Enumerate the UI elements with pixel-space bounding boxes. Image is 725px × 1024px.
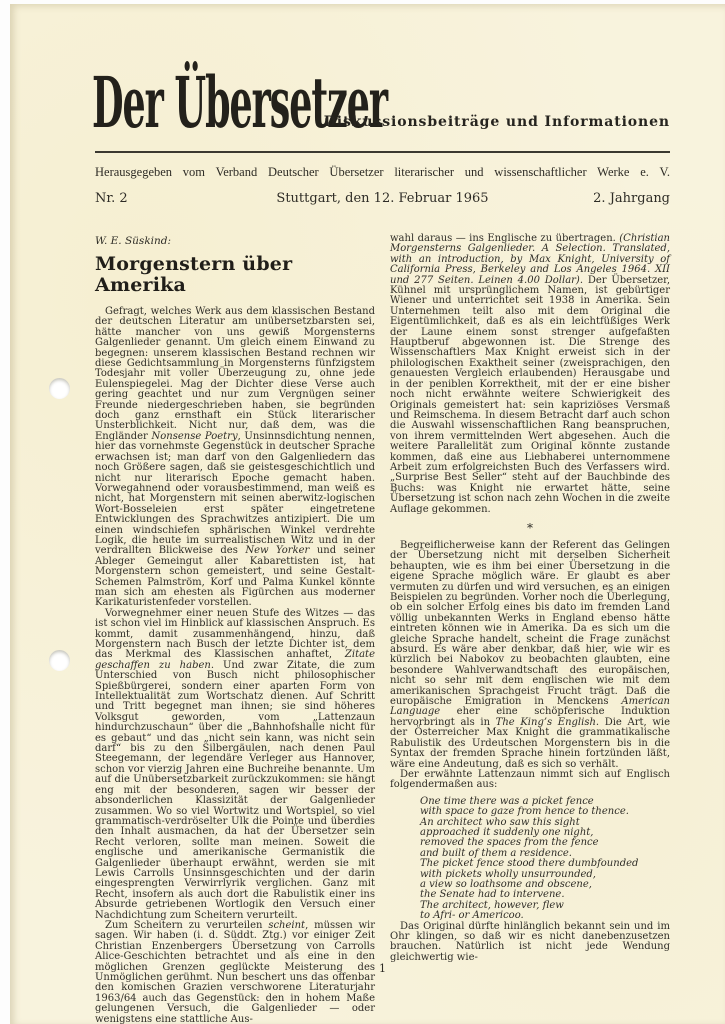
poem-line: approached it suddenly one night, — [420, 826, 594, 838]
punch-hole-top — [49, 378, 70, 399]
article-title: Morgenstern über Amerika — [95, 253, 293, 296]
poem-line: The picket fence stood there dumbfounded — [420, 858, 639, 870]
issue-place-date: Stuttgart, den 12. Februar 1965 — [276, 191, 489, 206]
left-column — [95, 234, 375, 1024]
poem-line: with space to gaze from hence to thence. — [420, 806, 629, 818]
poem-line: the Senate had to intervene. — [420, 889, 565, 901]
paragraph: Begreiflicherweise kann der Referent das Gelingen der Übersetzung nicht mit derselben Sicherheit behaupten, wie es ihm bei einer Übersetzung in die eigene Sprache möglich wäre. Er glaubt es aber vermuten zu dürfen und wird versuchen, es an einigen Beispielen zu begründen. Vorher noch die Überlegung, ob ein solcher Erfolg eines bis dato im fremden Land völlig unbekannten Werks in England ebenso hätte eintreten können wie in Amerika. Da es sich um die gleiche Sprache handelt, scheint die Frage zunächst absurd. Es wäre aber denkbar, daß hier, wie wir es kürzlich bei Nabokov zu beobachten glaubten, eine besondere Wahlverwandtschaft des europäischen, nicht so sehr mit dem englischen wie mit dem amerikanischen Sprachgeist Frucht trägt. Daß die europäische Emigration in Menckens American Language eher eine schöpferische Induktion hervorbringt als in The King’s English. Die Art, wie der Österreicher Max Knight die grammatikalische Rabulistik des Urdeutschen Morgenstern bis in die Syntax der fremden Sprache hinein fortzünden läßt, wäre eine Andeutung, daß es sich so verhält. — [390, 539, 670, 770]
paragraph: Gefragt, welches Werk aus dem klassischen Bestand der deutschen Literatur am unübersetzbarsten sei, hätte mancher von uns gewiß Morgensterns Galgenlieder genannt. Um gleich einem Einwand zu begegnen: unserem klassischen Bestand rechnen wir diese Gedichtsammlung in Morgensterns fünfzigstem Todesjahr mit voller Überzeugung zu, ohne jede Eulenspiegelei. Mag der Dichter diese Verse auch gering geachtet und nur zum Vergnügen seiner Freunde niedergeschrieben haben, sie begründen doch ganz ernsthaft ein Stück literarischer Unsterblichkeit. Nicht nur, daß dem, was die Engländer Nonsense Poetry, Unsinnsdichtung nennen, hier das vornehmste Gegenstück in deutscher Sprache erwachsen ist; man darf von den Galgenliedern das noch Größere sagen, daß sie geistesgeschichtlich und nicht nur literarisch Epoche gemacht haben. Vorwegahnend oder vorausbestimmend, man weiß es nicht, hat Morgenstern mit seinen aberwitz-logischen Wort-Bosseleien erst später eingetretene Entwicklungen des Sprachwitzes antizipiert. Die um einen windschiefen sphärischen Winkel verdrehte Logik, die heute im surrealistischen Witz und in der verdrallten Blickweise des New Yorker und seiner Ableger Gemeingut aller Kabarettisten ist, hat Morgenstern schon gemeistert, und seine Gestalt-Schemen Palmström, Korf und Palma Kunkel könnte man sich am ehesten als Figürchen aus moderner Karikaturistenfeder vorstellen. — [95, 306, 376, 609]
left-column-text — [95, 307, 375, 1024]
poem-line: One time there was a picket fence — [420, 795, 594, 807]
paragraph: Zum Scheitern zu verurteilen scheint, müssen wir sagen. Wir haben (i. d. Süddt. Ztg.) vor einiger Zeit Christian Enzenbergers Übersetzung von Carrolls Alice-Geschichten betrachtet und als eine in den möglichen Grenzen geglückte Meisterung des Unmöglichen gerühmt. Nun beschert uns das offenbar den komischen Grazien verschworene Literaturjahr 1963/64 auch das Gegenstück: den in hohem Maße gelungenen Versuch, die Galgenlieder — oder wenigstens eine stattliche Aus- — [95, 919, 375, 1024]
right-column-text — [390, 234, 670, 963]
poem-line: and built of them a residence. — [420, 847, 572, 859]
paragraph: Der erwähnte Lattenzaun nimmt sich auf Englisch folgendermaßen aus: — [390, 768, 670, 791]
poem-line: to Afri- or Americoo. — [420, 910, 524, 922]
poem-line: The architect, however, flew — [420, 899, 564, 911]
poem-line: An architect who saw this sight — [420, 816, 580, 828]
poem-line: with pickets wholly unsurrounded, — [420, 868, 596, 880]
right-column — [390, 234, 670, 1024]
paragraph: Vorwegnehmer einer neuen Stufe des Witzes — das ist schon viel im Hinblick auf klassischen Anspruch. Es kommt, damit zusammenhängend, hinzu, daß Morgenstern nach Busch der letzte Dichter ist, dem das Merkmal des Klassischen anhaftet, Zitate geschaffen zu haben. Und zwar Zitate, die zum Unterschied von Busch nicht philosophischer Spießbürgerei, sondern einer aparten Form von Intellektualität zum Wortschatz dienen. Auf Schritt und Tritt begegnet man ihnen; sie sind höheres Volksgut geworden, vom „Lattenzaun hindurchzuschaun“ über die „Bahnhofshalle nicht für es gebaut“ und das „nicht sein kann, was nicht sein darf“ bis zu den Silbergäulen, nach denen Paul Steegemann, der legendäre Verleger aus Hannover, schon vor vierzig Jahren eine Buchreihe benannte. Um auf die Unübersetzbarkeit zurückzukommen: sie hängt eng mit der besonderen, sagen wir besser der absonderlichen Klassizität der Galgenlieder zusammen. Wo so viel Wortwitz und Wortspiel, so viel grammatisch-verdröselter Ulk die Pointe und überdies den Inhalt ausmachen, da hat der Übersetzer sein Recht verloren, sollte man meinen. Soweit die englische und amerikanische Germanistik die Galgenlieder überhaupt erwähnt, werden sie mit Lewis Carrolls Unsinnsgeschichten und der darin eingesprengten Verwirrlyrik verglichen. Ganz mit Recht, insofern als auch dort die Rabulistik einer ins Absurde getriebenen Wortlogik den Versuch einer Nachdichtung zum Scheitern verurteilt. — [95, 607, 375, 921]
masthead-rule — [95, 151, 670, 153]
section-separator: * — [527, 520, 533, 535]
publication-subtitle: Diskussionsbeiträge und Informationen — [323, 114, 670, 130]
article-columns — [95, 234, 670, 1024]
issue-volume: 2. Jahrgang — [593, 191, 671, 206]
punch-hole-bottom — [49, 650, 70, 671]
paragraph: wahl daraus — ins Englische zu übertragen. (Christian Morgensterns Galgenlieder. A Selection. Translated, with an introduction, by Max Knight, University of California Press, Berkeley and Los Angeles 1964. XII und 277 Seiten. Leinen 4.00 Dollar). Der Übersetzer, Kühnel mit ursprünglichem Namen, ist gebürtiger Wiener und unterrichtet seit 1938 in Amerika. Sein Unternehmen teilt also mit dem Original die Eigentümlichkeit, daß es als ein leichtfüßiges Werk der Laune einem sonst strenger aufgefaßten Hauptberuf abgewonnen ist. Die Strenge des Wissenschaftlers Max Knight erweist sich in der philologischen Exaktheit seiner (zweisprachigen, den genauesten Vergleich erlaubenden) Herausgabe und in der peniblen Korrektheit, mit der er eine bisher noch nicht erwähnte weitere Schwierigkeit des Originals gemeistert hat: sein kapriziöses Versmaß und Reimschema. In diesem Betracht darf auch schon die Auswahl wissenschaftlichen Rang beanspruchen, von ihrem vermittelnden Wert abgesehen. Auch die weitere Parallelität zum Original könnte zustande kommen, daß eine aus Liebhaberei unternommene Arbeit zum erfolgreichsten Buch des Verfassers wird. „Surprise Best Seller“ steht auf der Bauchbinde des Buchs: was Knight nie erwartet hätte, seine Übersetzung ist schon nach zehn Wochen in die zweite Auflage gekommen. — [390, 233, 670, 515]
paper-sheet — [10, 4, 725, 1024]
publication-title: Der Übersetzer — [92, 61, 388, 144]
paragraph: Das Original dürfte hinlänglich bekannt sein und im Ohr klingen, so daß wir es nicht danebenzusetzen brauchen. Natürlich ist nicht jede Wendung gleichwertig wie- — [390, 920, 670, 963]
poem-line: removed the spaces from the fence — [420, 837, 599, 849]
issue-number: Nr. 2 — [95, 191, 128, 206]
page-number: 1 — [379, 962, 386, 975]
poem-quote — [420, 797, 670, 922]
publisher-line: Herausgegeben vom Verband Deutscher Übersetzer literarischer und wissenschaftlicher Werke e. V. — [95, 165, 670, 179]
issue-info-row — [95, 191, 670, 206]
poem-line: a view so loathsome and obscene, — [420, 878, 592, 890]
article-byline: W. E. Süskind: — [95, 235, 172, 247]
